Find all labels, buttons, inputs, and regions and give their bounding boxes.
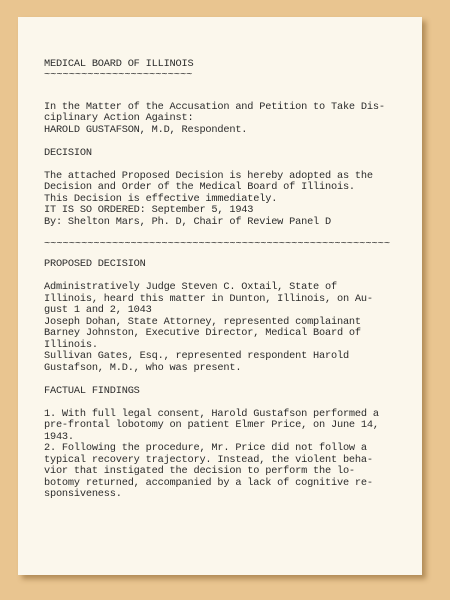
proposed-line: Administratively Judge Steven C. Oxtail, State of [44,281,337,293]
proposed-line: Gustafson, M.D., who was present. [44,361,242,374]
findings-line: 1. With full legal consent, Harold Gustafson performed a [44,407,379,420]
section-divider: ~~~~~~~~~~~~~~~~~~~~~~~~~~~~~~~~~~~~~~~~~~~~~~~~~~~~~~~~ [44,237,391,250]
decision-line: This Decision is effective immediately. [44,192,278,205]
findings-line: typical recovery trajectory. Instead, the violent beha- [44,453,373,466]
proposed-decision-heading: PROPOSED DECISION [44,258,146,270]
findings-line: 2. Following the procedure, Mr. Price did not follow a [44,442,367,454]
factual-findings-paragraph [44,409,404,501]
proposed-line: Illinois. [44,338,98,351]
findings-line: pre-frontal lobotomy on patient Elmer Price, on June 14, [44,419,379,431]
decision-line: IT IS SO ORDERED: September 5, 1943 [44,204,254,216]
decision-line: By: Shelton Mars, Ph. D, Chair of Review Panel D [44,215,331,228]
matter-line: HAROLD GUSTAFSON, M.D, Respondent. [44,123,248,136]
findings-line: sponsiveness. [44,488,122,500]
proposed-decision-paragraph [44,282,404,374]
decision-line: Decision and Order of the Medical Board of Illinois. [44,181,355,193]
decision-paragraph [44,171,404,229]
heading-underline: ~~~~~~~~~~~~~~~~~~~~~~~~ [44,68,193,81]
factual-findings-heading: FACTUAL FINDINGS [44,384,140,397]
board-name-heading: MEDICAL BOARD OF ILLINOIS [44,58,194,70]
matter-line: In the Matter of the Accusation and Petition to Take Dis- [44,100,385,113]
matter-line: ciplinary Action Against: [44,112,194,124]
proposed-line: Sullivan Gates, Esq., represented respondent Harold [44,350,349,362]
findings-line: vior that instigated the decision to perform the lo- [44,465,355,477]
document-page [18,17,422,575]
proposed-line: Illinois, heard this matter in Dunton, Illinois, on Au- [44,292,373,305]
document-content [44,59,404,501]
proposed-line: Joseph Dohan, State Attorney, represented complainant [44,315,361,328]
proposed-line: Barney Johnston, Executive Director, Medical Board of [44,327,361,339]
matter-caption [44,102,404,137]
decision-heading: DECISION [44,146,92,159]
findings-line: 1943. [44,430,74,443]
decision-line: The attached Proposed Decision is hereby adopted as the [44,169,373,182]
findings-line: botomy returned, accompanied by a lack of cognitive re- [44,476,373,489]
proposed-line: gust 1 and 2, 1043 [44,304,152,316]
